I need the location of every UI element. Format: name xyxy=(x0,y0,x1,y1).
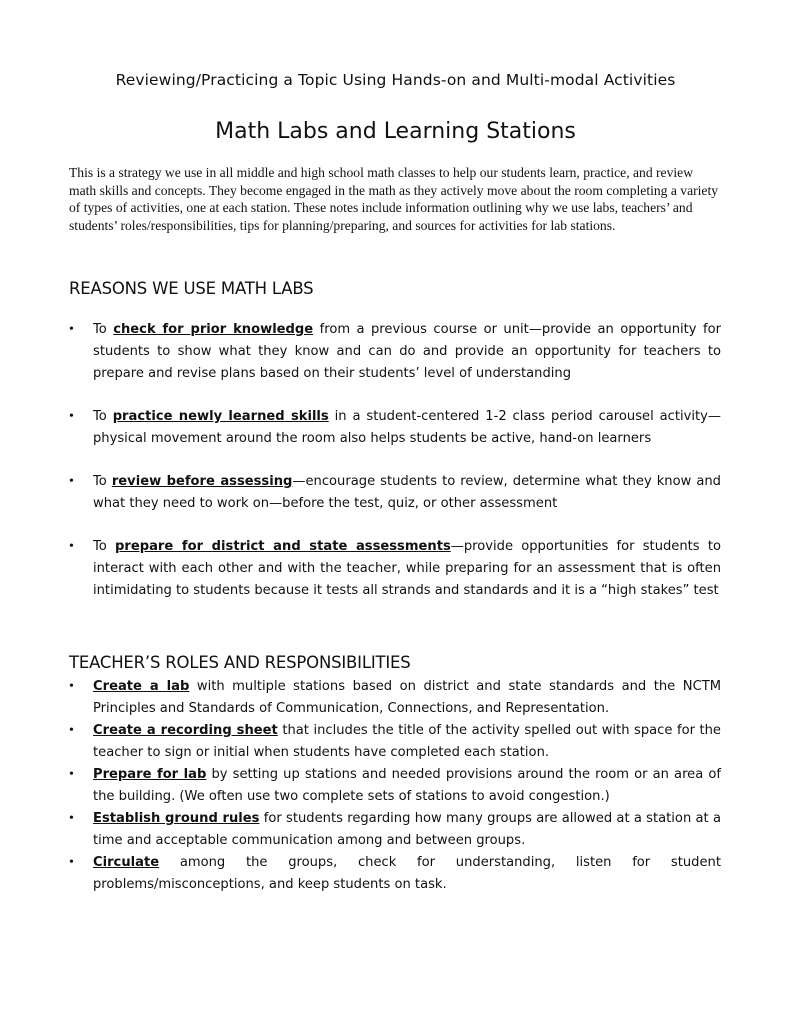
bullet-icon: • xyxy=(69,409,74,424)
document-title: Math Labs and Learning Stations xyxy=(215,119,576,144)
item-text: —provide opportunities for students to interact with each other and with the teacher, while preparing for an assessment that is often intimidating to students because it tests all strands and standards and it is a “high stakes” test xyxy=(93,539,721,598)
item-text: with multiple stations based on district and state standards and the NCTM Principles and Standards of Communication, Connections, and Representation. xyxy=(93,679,722,716)
bullet-icon: • xyxy=(69,322,74,337)
list-item xyxy=(69,676,721,720)
item-prefix: To xyxy=(93,322,114,337)
item-text: that includes the title of the activity spelled out with space for the teacher to sign or initial when students have completed each station. xyxy=(93,723,721,760)
key-phrase: review before assessing xyxy=(111,474,293,489)
key-phrase: practice newly learned skills xyxy=(112,409,329,424)
key-phrase: Circulate xyxy=(93,855,160,870)
list-item xyxy=(69,406,721,450)
key-phrase: Prepare for lab xyxy=(93,767,207,782)
item-prefix: To xyxy=(93,474,112,489)
item-text: in a student-centered 1-2 class period carousel activity—physical movement around the room also helps students be active, hand-on learners xyxy=(93,409,721,446)
list-item xyxy=(69,319,721,385)
reasons-heading: REASONS WE USE MATH LABS xyxy=(69,279,314,298)
key-phrase: Create a lab xyxy=(93,679,190,694)
document-subtitle: Reviewing/Practicing a Topic Using Hands-on and Multi-modal Activities xyxy=(115,71,676,89)
item-text: for students regarding how many groups are allowed at a station at a time and acceptable communication among and between groups. xyxy=(93,811,722,848)
list-item xyxy=(69,720,721,764)
bullet-icon: • xyxy=(69,474,74,489)
key-phrase: check for prior knowledge xyxy=(113,322,314,337)
item-text: —encourage students to review, determine what they know and what they need to work on—before the test, quiz, or other assessment xyxy=(93,474,721,511)
item-text: by setting up stations and needed provisions around the room or an area of the building. (We often use two complete sets of stations to avoid congestion.) xyxy=(93,767,721,804)
key-phrase: prepare for district and state assessments xyxy=(115,539,451,554)
bullet-icon: • xyxy=(69,679,74,694)
key-phrase: Establish ground rules xyxy=(93,811,260,826)
list-item xyxy=(69,852,721,896)
bullet-icon: • xyxy=(69,811,74,826)
item-prefix: To xyxy=(93,409,113,424)
item-text: from a previous course or unit—provide an opportunity for students to show what they know and can do and provide an opportunity for teachers to prepare and revise plans based on their students’ level of understanding xyxy=(93,322,721,381)
list-item xyxy=(69,536,721,602)
item-prefix: To xyxy=(93,539,116,554)
bullet-icon: • xyxy=(69,767,74,782)
teacher-heading: TEACHER’S ROLES AND RESPONSIBILITIES xyxy=(69,653,411,672)
list-item xyxy=(69,808,721,852)
bullet-icon: • xyxy=(69,539,74,554)
list-item xyxy=(69,764,721,808)
teacher-list xyxy=(69,676,721,896)
list-item xyxy=(69,471,721,515)
bullet-icon: • xyxy=(69,723,74,738)
reasons-list xyxy=(69,319,721,623)
key-phrase: Create a recording sheet xyxy=(93,723,278,738)
item-text: among the groups, check for understanding, listen for student problems/misconceptions, and keep students on task. xyxy=(93,855,721,892)
intro-paragraph: This is a strategy we use in all middle and high school math classes to help our students learn, practice, and review math skills and concepts. They become engaged in the math as they actively move about the room completing a variety of types of activities, one at each station. These notes include information outlining why we use labs, teachers’ and students’ roles/responsibilities, tips for planning/preparing, and sources for activities for lab stations. xyxy=(69,165,719,233)
bullet-icon: • xyxy=(69,855,74,870)
